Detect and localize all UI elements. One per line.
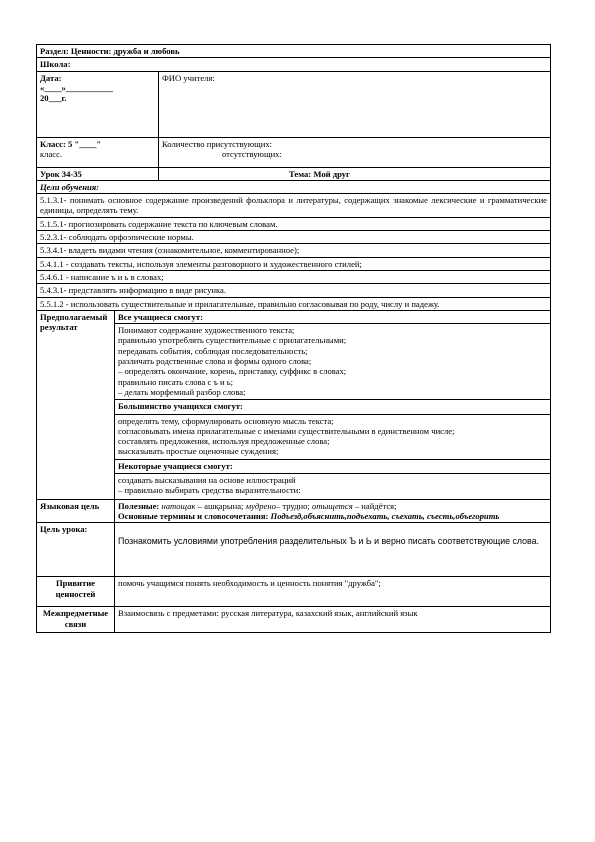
goal-row [37, 297, 551, 310]
class-row [37, 137, 551, 167]
links-row [37, 607, 551, 633]
lesson-goal-text: Познакомить условиями употребления разделительных Ъ и Ь и верно писать соответствующие слова. [118, 536, 539, 547]
results-label: Предполагаемый результат [37, 310, 115, 499]
school-label: Школа: [37, 58, 551, 71]
attendance-cell [159, 137, 551, 167]
result-item: – делать морфемный разбор слова; [118, 386, 246, 397]
year-line: 20___г. [40, 93, 67, 104]
class-suffix: класс. [40, 148, 63, 159]
key-terms [118, 511, 547, 521]
results-row [37, 310, 551, 499]
class-label: Класс: 5 "____" [40, 138, 102, 149]
goal-row [37, 257, 551, 270]
lesson-topic: Тема: Мой друг [159, 167, 551, 180]
result-item: различать родственные слова и формы одного слова; [118, 356, 312, 367]
goals-title-row [37, 180, 551, 193]
values-row [37, 577, 551, 607]
absent-label: отсутствующих: [222, 148, 282, 159]
date-teacher-row [37, 71, 551, 137]
result-item: – определять окончание, корень, приставку, суффикс в словах; [118, 366, 347, 377]
language-row [37, 499, 551, 523]
goal-item: 5.3.4.1- владеть видами чтения (ознакомительное, комментированное); [37, 244, 551, 257]
values-text: помочь учащимся понять необходимость и ценность понятия "дружба"; [115, 577, 551, 607]
useful-translation: – ашқарына; [195, 500, 246, 511]
result-item: правильно употреблять существительные с прилагательными; [118, 335, 347, 346]
terms-list: Подъезд,объяснить,подъехать, съехать, съесть,объегорить [268, 510, 500, 521]
date-label: Дата: [40, 72, 62, 83]
goal-item: 5.1.3.1- понимать основное содержание произведений фольклора и литературы, содержащих знакомые лексические и грамматические единицы, определять тему. [37, 194, 551, 218]
language-cell [115, 499, 551, 523]
values-label: Привитие ценностей [37, 577, 115, 607]
lesson-goal-cell [115, 523, 551, 577]
goal-item: 5.2.3.1- соблюдать орфоэпические нормы. [37, 231, 551, 244]
result-item: Понимают содержание художественного текста; [118, 325, 295, 336]
result-item: передавать события, соблюдая последовательность; [118, 345, 308, 356]
goal-row [37, 217, 551, 230]
links-text: Взаимосвязь с предметами: русская литература, казахский язык, английский язык [115, 607, 551, 633]
useful-word: натощак [161, 500, 196, 511]
goal-item: 5.4.3.1- представлять информацию в виде рисунка. [37, 284, 551, 297]
results-some-title: Некоторые учащиеся смогут: [115, 459, 550, 472]
goal-row [37, 244, 551, 257]
results-some-list [115, 473, 550, 497]
goal-item: 5.1.5.1- прогнозировать содержание текста по ключевым словам. [37, 217, 551, 230]
useful-translation: – найдётся; [352, 500, 397, 511]
lesson-goal-label: Цель урока: [37, 523, 115, 577]
date-cell [37, 71, 159, 137]
lesson-number: Урок 34-35 [37, 167, 159, 180]
school-row [37, 58, 551, 71]
class-cell [37, 137, 159, 167]
section-row [37, 45, 551, 58]
results-most-list [115, 414, 550, 458]
lesson-goal-row [37, 523, 551, 577]
result-item: составлять предложения, используя предложенные слова; [118, 436, 330, 447]
terms-label: Основные термины и словосочетания: [118, 510, 269, 521]
results-most-title: Большинство учащихся смогут: [115, 399, 550, 412]
goal-item: 5.4.1.1 - создавать тексты, используя элементы разговорного и художественного стилей; [37, 257, 551, 270]
useful-word: отыщется [311, 500, 353, 511]
result-item: правильно писать слова с ъ и ь; [118, 376, 234, 387]
useful-words [118, 501, 547, 511]
goal-row [37, 270, 551, 283]
links-label: Межпредметные связи [37, 607, 115, 633]
useful-word: мудрено [245, 500, 276, 511]
result-item: согласовывать имена прилагательные с именами существительными в единственном числе; [118, 425, 455, 436]
results-all-list [115, 323, 550, 398]
results-cell [115, 310, 551, 499]
goal-row [37, 231, 551, 244]
lesson-plan-table [36, 44, 551, 633]
language-label: Языковая цель [37, 499, 115, 523]
results-all-title: Все учащиеся смогут: [118, 311, 203, 322]
goal-item: 5.4.6.1 - написание ъ и ь в словах; [37, 270, 551, 283]
goal-item: 5.5.1.2 - использовать существительные и прилагательные, правильно согласовывая по роду, числу и падежу. [37, 297, 551, 310]
teacher-cell: ФИО учителя: [159, 71, 551, 137]
result-item: высказывать простые оценочные суждения; [118, 446, 279, 457]
goals-title: Цели обучения: [37, 180, 551, 193]
result-item: определять тему, сформулировать основную мысль текста; [118, 415, 334, 426]
present-label: Количество присутствующих: [162, 138, 273, 149]
useful-label: Полезные: [118, 500, 160, 511]
useful-translation: – трудно; [275, 500, 312, 511]
result-item: создавать высказывания на основе иллюстраций [118, 475, 296, 486]
result-item: – правильно выбирать средства выразительности: [118, 485, 301, 496]
lesson-row [37, 167, 551, 180]
goal-row [37, 194, 551, 218]
section-title: Раздел: Ценности: дружба и любовь [37, 45, 551, 58]
date-line: «____»___________ [40, 82, 114, 93]
goal-row [37, 284, 551, 297]
